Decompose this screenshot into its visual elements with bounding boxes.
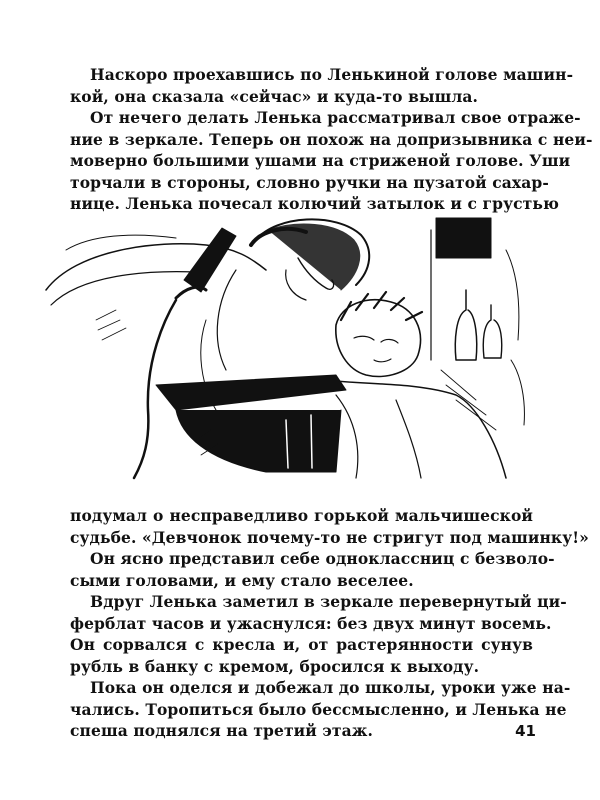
paragraph [70,505,589,548]
text-block-bottom [70,505,589,742]
text-line: ферблат часов и ужаснулся: без двух минут восемь. [70,613,552,633]
paragraph [70,677,571,742]
paragraph [70,107,593,215]
text-line: рубль в банку с кремом, бросился к выходу. [70,656,480,676]
text-line: Пока он оделся и добежал до школы, уроки уже на- [90,678,571,697]
paragraph [70,591,567,677]
text-line: сыми головами, и ему стало веселее. [70,570,414,590]
text-line: ние в зеркале. Теперь он похож на допризывника с неи- [70,129,593,149]
barbershop-illustration [36,210,536,480]
paragraph [70,548,555,591]
text-line: подумал о несправедливо горькой мальчишеской [70,506,533,525]
text-line: Вдруг Ленька заметил в зеркале перевернутый ци- [90,592,567,611]
paragraph [70,64,574,107]
text-line: От нечего делать Ленька рассматривал свое отраже- [90,108,581,127]
text-line: Он сорвался с кресла и, от растерянности сунув [70,635,533,654]
text-line: моверно большими ушами на стриженой голове. Уши [70,151,571,170]
page-number: 41 [515,722,536,740]
text-line: чались. Торопиться было бессмысленно, и Ленька не [70,699,567,719]
text-line: торчали в стороны, словно ручки на пузатой сахар- [70,172,549,192]
text-line: нице. Ленька почесал колючий затылок и с грустью [70,194,559,213]
text-line: Наскоро проехавшись по Ленькиной голове машин- [90,65,574,84]
text-line: Он ясно представил себе одноклассниц с безволо- [90,549,555,568]
text-block-top [70,64,593,215]
text-line: судьбе. «Девчонок почему-то не стригут под машинку!» [70,527,589,547]
text-line: спеша поднялся на третий этаж. [70,721,373,740]
text-line: кой, она сказала «сейчас» и куда-то вышла. [70,86,479,106]
